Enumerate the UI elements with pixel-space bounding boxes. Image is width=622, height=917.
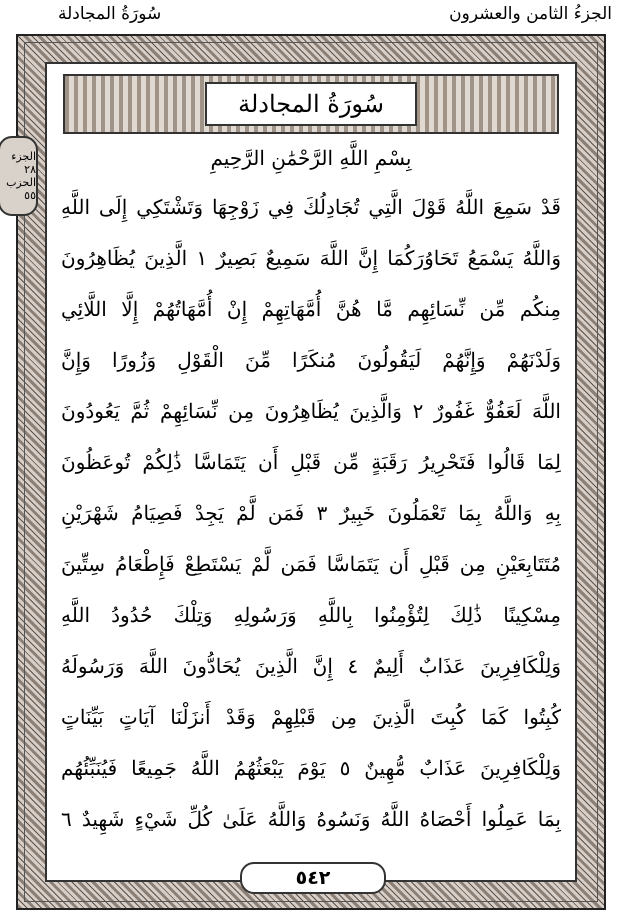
verse-line: مِسْكِينًا ذَٰلِكَ لِتُؤْمِنُوا بِاللَّهِ وَرَسُولِهِ وَتِلْكَ حُدُودُ اللَّهِ bbox=[61, 603, 561, 627]
verse-lines bbox=[61, 182, 561, 845]
verse-line: وَاللَّهُ يَسْمَعُ تَحَاوُرَكُمَا إِنَّ اللَّهَ سَمِيعٌ بَصِيرٌ ١ الَّذِينَ يُظَاهِرُونَ bbox=[61, 246, 561, 270]
verse-line: كُبِتُوا كَمَا كُبِتَ الَّذِينَ مِن قَبْلِهِمْ وَقَدْ أَنزَلْنَا آيَاتٍ بَيِّنَاتٍ bbox=[61, 705, 561, 729]
text-area bbox=[45, 62, 577, 882]
verse-line: اللَّهَ لَعَفُوٌّ غَفُورٌ ٢ وَالَّذِينَ يُظَاهِرُونَ مِن نِّسَائِهِمْ ثُمَّ يَعُودُونَ bbox=[61, 399, 561, 423]
page-number: ٥٤٢ bbox=[240, 862, 386, 894]
verse-line: مُتَتَابِعَيْنِ مِن قَبْلِ أَن يَتَمَاسَّا فَمَن لَّمْ يَسْتَطِعْ فَإِطْعَامُ سِتِّينَ bbox=[61, 552, 561, 576]
basmala: بِسْمِ اللَّهِ الرَّحْمَٰنِ الرَّحِيمِ bbox=[210, 146, 412, 170]
verse-line: وَلِلْكَافِرِينَ عَذَابٌ مُّهِينٌ ٥ يَوْمَ يَبْعَثُهُمُ اللَّهُ جَمِيعًا فَيُنَبِّئُهُم bbox=[61, 756, 561, 780]
verse-line: وَلَدْنَهُمْ وَإِنَّهُمْ لَيَقُولُونَ مُنكَرًا مِّنَ الْقَوْلِ وَزُورًا وَإِنَّ bbox=[61, 348, 561, 372]
verse-line: قَدْ سَمِعَ اللَّهُ قَوْلَ الَّتِي تُجَادِلُكَ فِي زَوْجِهَا وَتَشْتَكِي إِلَى اللَّهِ bbox=[61, 195, 561, 219]
juz-marker-label: الجزء ٢٨ bbox=[11, 150, 36, 176]
verse-line: بِمَا عَمِلُوا أَحْصَاهُ اللَّهُ وَنَسُوهُ وَاللَّهُ عَلَىٰ كُلِّ شَيْءٍ شَهِيدٌ ٦ bbox=[61, 807, 561, 831]
verse-line: مِنكُم مِّن نِّسَائِهِم مَّا هُنَّ أُمَّهَاتِهِمْ إِنْ أُمَّهَاتُهُمْ إِلَّا اللَّائِي bbox=[61, 297, 561, 321]
hizb-marker-label: الحزب ٥٥ bbox=[6, 176, 36, 202]
surah-label: سُورَةُ المجادلة bbox=[58, 4, 162, 24]
page-header bbox=[0, 0, 622, 34]
surah-title: سُورَةُ المجادلة bbox=[205, 82, 417, 126]
decorative-page-frame bbox=[16, 34, 606, 910]
verse-line: لِمَا قَالُوا فَتَحْرِيرُ رَقَبَةٍ مِّن قَبْلِ أَن يَتَمَاسَّا ذَٰلِكُمْ تُوعَظُونَ bbox=[61, 450, 561, 474]
verse-line: بِهِ وَاللَّهُ بِمَا تَعْمَلُونَ خَبِيرٌ ٣ فَمَن لَّمْ يَجِدْ فَصِيَامُ شَهْرَيْنِ bbox=[61, 501, 561, 525]
verse-line: وَلِلْكَافِرِينَ عَذَابٌ أَلِيمٌ ٤ إِنَّ الَّذِينَ يُحَادُّونَ اللَّهَ وَرَسُولَهُ bbox=[61, 654, 561, 678]
juz-hizb-marker bbox=[0, 136, 38, 216]
surah-title-band bbox=[63, 74, 559, 134]
juz-label: الجزءُ الثامن والعشرون bbox=[449, 4, 612, 24]
